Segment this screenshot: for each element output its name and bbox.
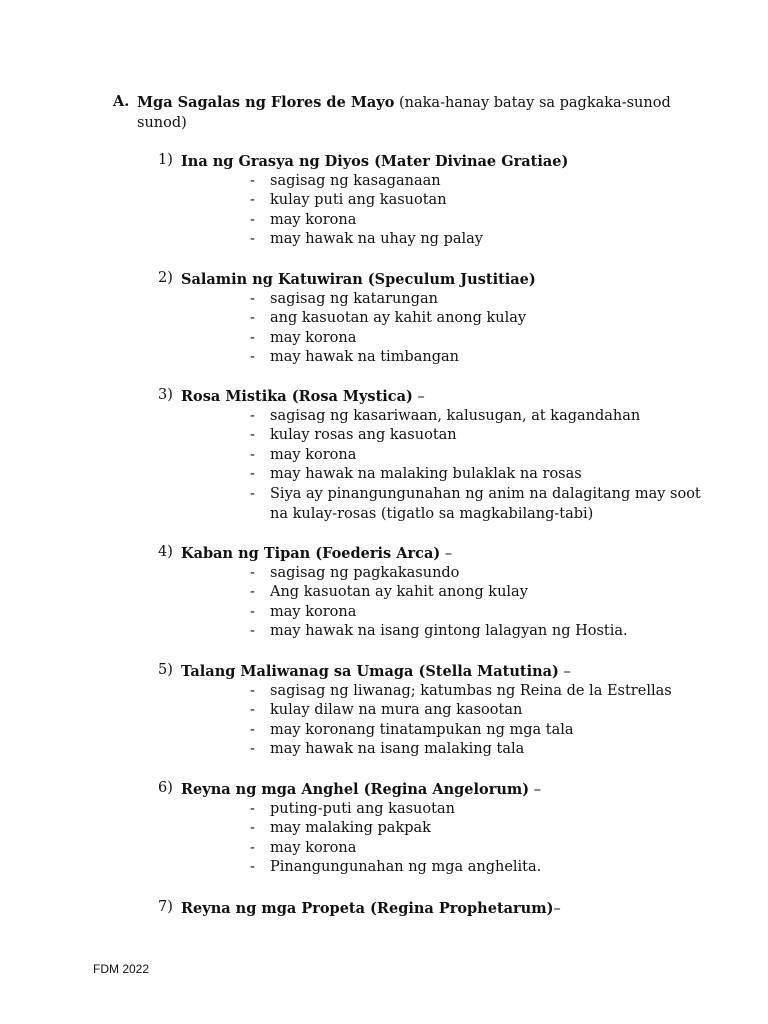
item-number: 4): [158, 544, 173, 560]
bullet-item: - may malaking pakpak: [250, 820, 431, 837]
bullet-item: - may korona: [250, 839, 357, 856]
bullet-item: - may koronang tinatampukan ng mga tala: [250, 721, 574, 738]
bullet-item: - may korona: [250, 329, 357, 346]
bullet-item: - may hawak na uhay ng palay: [250, 231, 483, 248]
bullet-item: - sagisag ng kasariwaan, kalusugan, at kagandahan: [250, 407, 641, 424]
bullet-item: - may hawak na timbangan: [250, 349, 459, 366]
bullet-item: - sagisag ng pagkakasundo: [250, 564, 460, 581]
bullet-item: - may hawak na isang malaking tala: [250, 741, 525, 758]
item-number: 6): [158, 780, 173, 796]
section-title-bold: Mga Sagalas ng Flores de Mayo: [137, 94, 395, 111]
bullet-list: [250, 682, 672, 760]
bullet-list: [250, 407, 710, 525]
item-heading: [181, 152, 568, 172]
section-title: [137, 93, 697, 133]
item-title: Rosa Mistika (Rosa Mystica): [181, 388, 413, 405]
item-title: Kaban ng Tipan (Foederis Arca): [181, 545, 441, 562]
item-title: Salamin ng Katuwiran (Speculum Justitiae): [181, 271, 536, 288]
section-letter: A.: [113, 93, 130, 110]
item-title: Reyna ng mga Anghel (Regina Angelorum): [181, 781, 530, 798]
item-number: 1): [158, 152, 173, 168]
bullet-item: - kulay dilaw na mura ang kasootan: [250, 702, 523, 719]
item-suffix: –: [529, 782, 541, 798]
bullet-item: - may hawak na isang gintong lalagyan ng Hostia.: [250, 623, 628, 640]
item-heading: [181, 270, 536, 290]
item-heading: [181, 662, 571, 682]
bullet-item: - puting-puti ang kasuotan: [250, 800, 455, 817]
bullet-item: - Pinangungunahan ng mga anghelita.: [250, 859, 542, 876]
bullet-item: - sagisag ng liwanag; katumbas ng Reina de la Estrellas: [250, 682, 672, 699]
item-title: Talang Maliwanag sa Umaga (Stella Matutina): [181, 663, 559, 680]
item-title: Ina ng Grasya ng Diyos (Mater Divinae Gratiae): [181, 153, 569, 170]
bullet-list: [250, 172, 483, 250]
item-heading: [181, 387, 425, 407]
bullet-item: - sagisag ng kasaganaan: [250, 172, 441, 189]
bullet-list: [250, 564, 628, 642]
item-title: Reyna ng mga Propeta (Regina Prophetarum): [181, 900, 554, 917]
item-suffix: –: [558, 664, 571, 680]
item-suffix: –: [412, 389, 425, 405]
bullet-item: - may korona: [250, 603, 357, 620]
item-number: 3): [158, 387, 173, 403]
bullet-item: - kulay rosas ang kasuotan: [250, 427, 457, 444]
bullet-item: - ang kasuotan ay kahit anong kulay: [250, 310, 527, 327]
bullet-item: - Siya ay pinangungunahan ng anim na dalagitang may soot na kulay-rosas (tigatlo sa magkabilang-tabi): [250, 485, 701, 522]
item-number: 7): [158, 899, 173, 915]
bullet-item: - may korona: [250, 211, 357, 228]
bullet-list: [250, 290, 526, 368]
section-title-note: (naka-hanay batay sa pagkaka-sunod sunod): [137, 95, 671, 131]
item-heading: [181, 899, 561, 919]
bullet-item: - may korona: [250, 446, 357, 463]
item-heading: [181, 544, 452, 564]
item-number: 5): [158, 662, 173, 678]
footer-text: FDM 2022: [93, 962, 150, 976]
bullet-item: - may hawak na malaking bulaklak na rosas: [250, 466, 582, 483]
item-heading: [181, 780, 541, 800]
item-suffix: –: [440, 546, 453, 562]
bullet-list: [250, 800, 541, 878]
bullet-item: - sagisag ng katarungan: [250, 290, 438, 307]
bullet-item: - Ang kasuotan ay kahit anong kulay: [250, 584, 528, 601]
item-number: 2): [158, 270, 173, 286]
item-suffix: –: [553, 901, 561, 917]
bullet-item: - kulay puti ang kasuotan: [250, 192, 447, 209]
